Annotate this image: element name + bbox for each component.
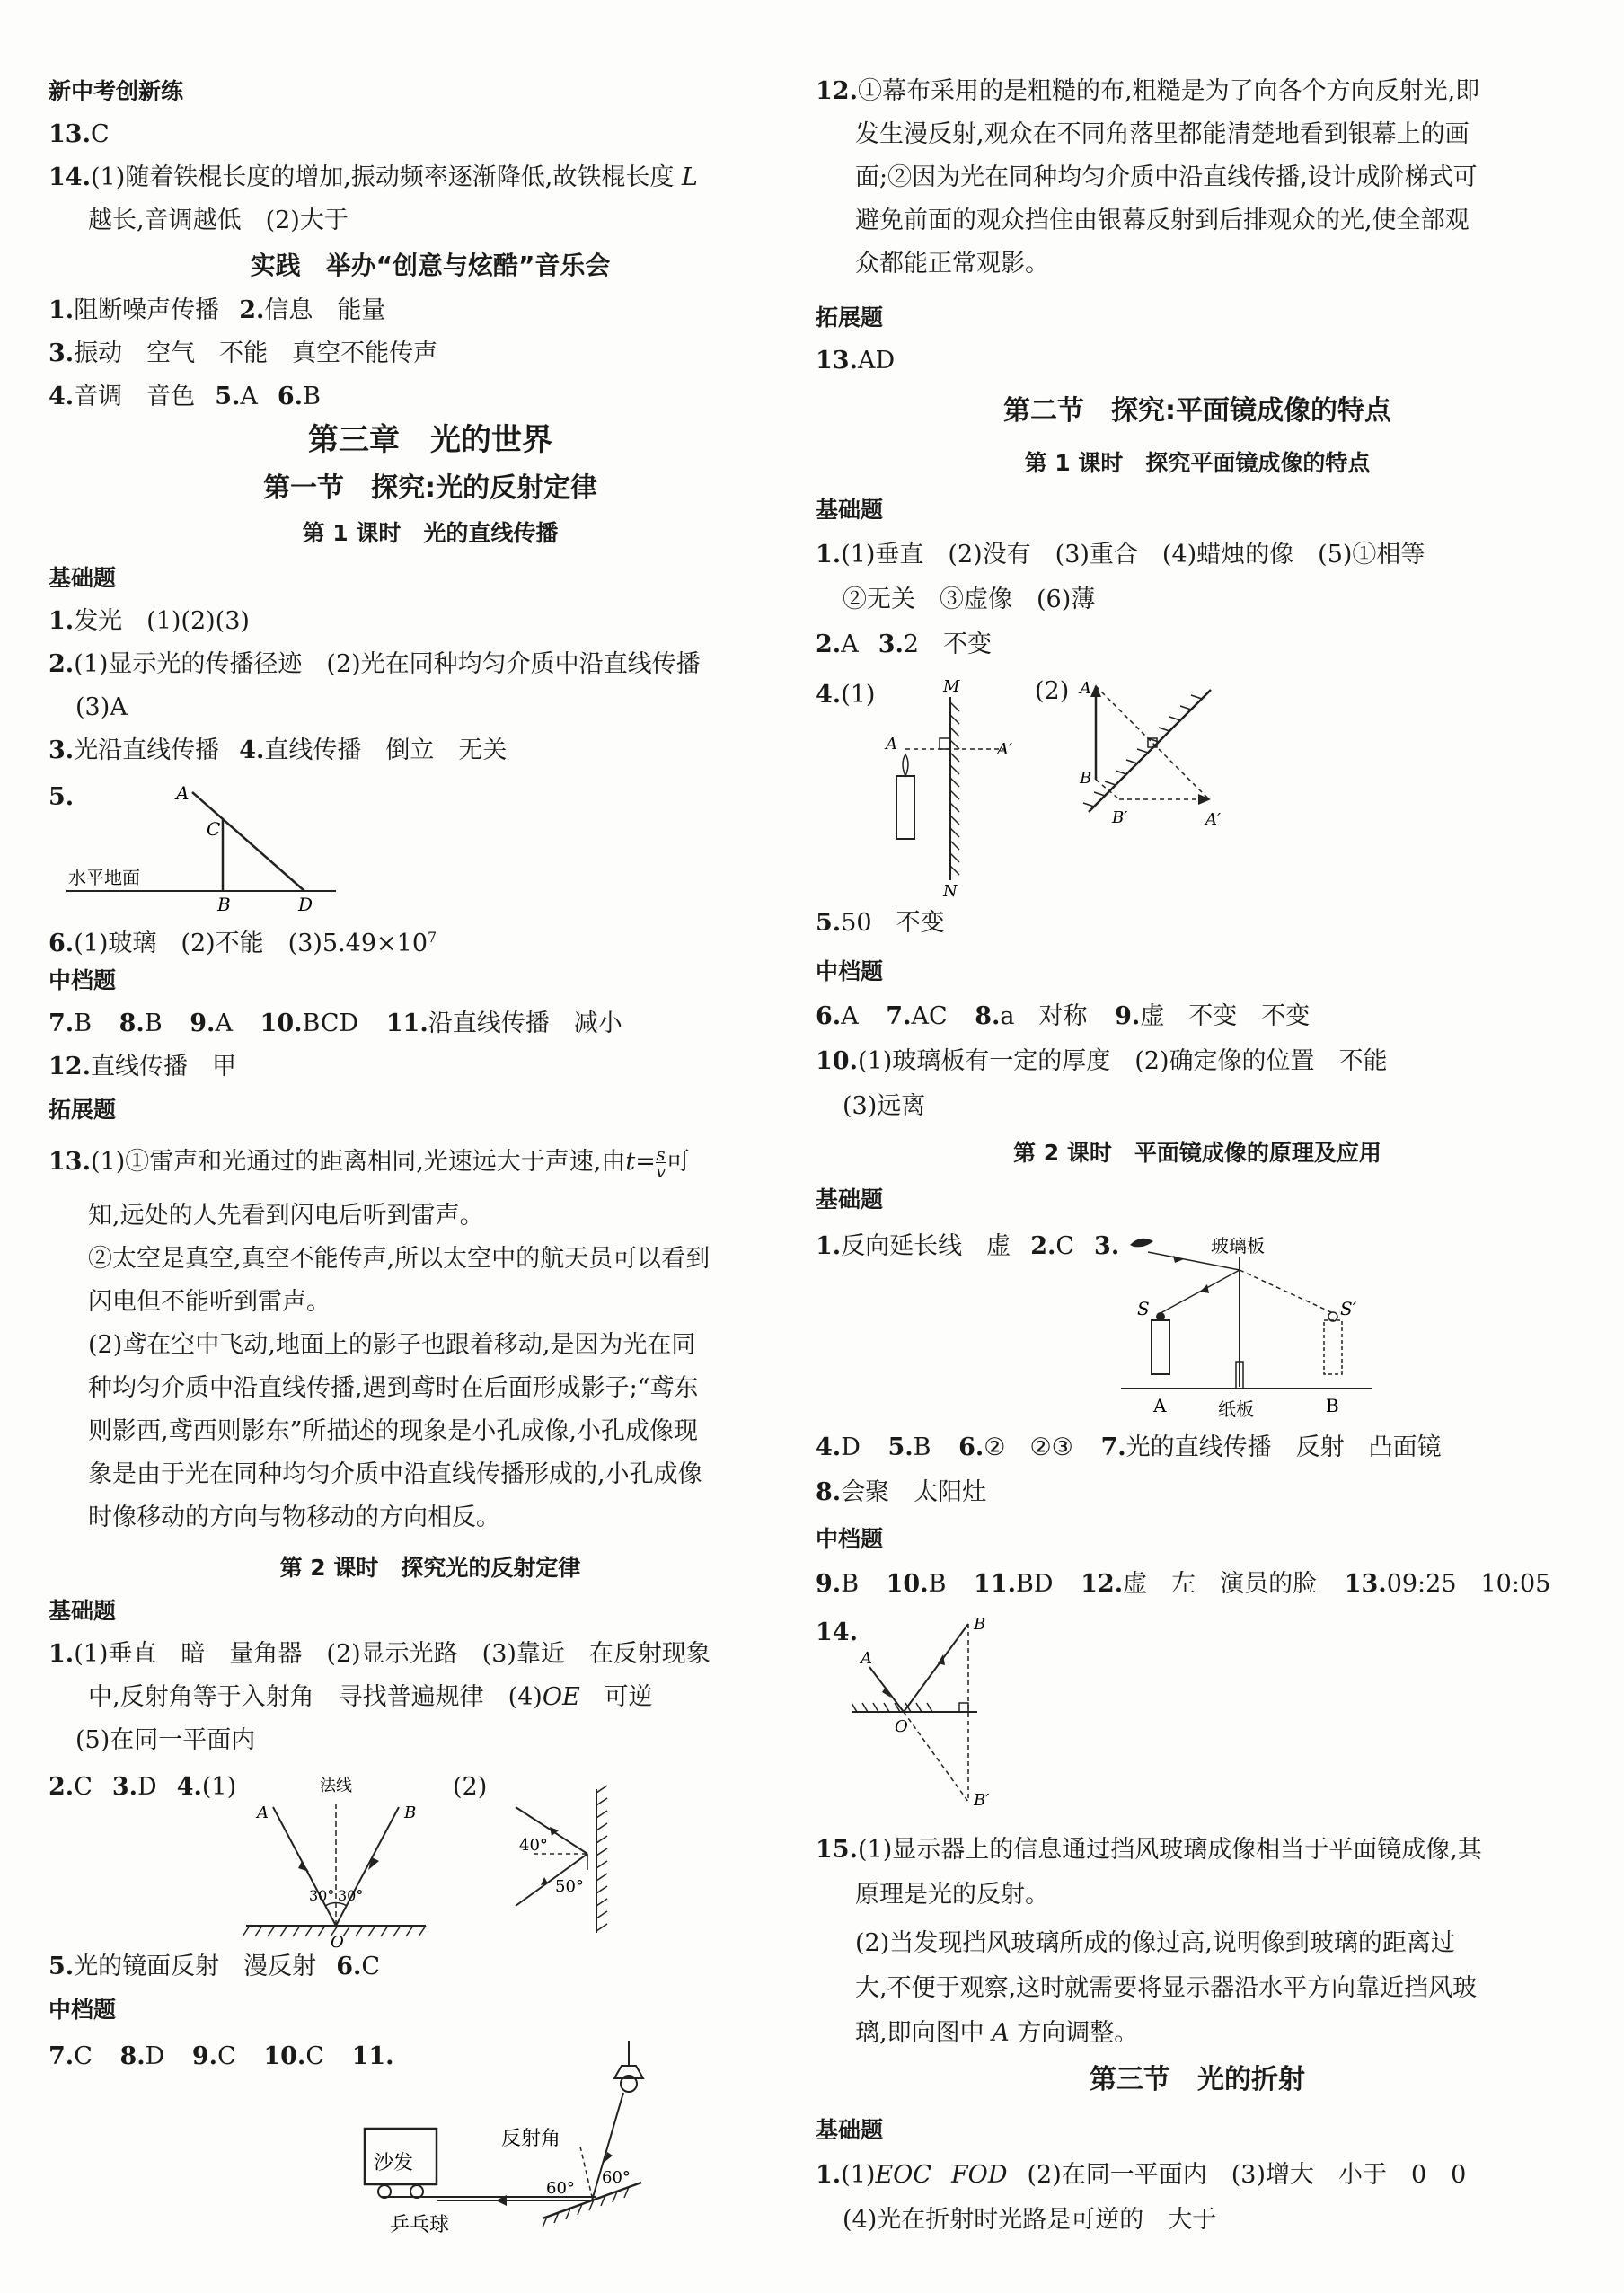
answers-d4-d7: 4.D 5.B 6.② ②③ 7.光的直线传播 反射 凸面镜: [816, 1433, 1442, 1461]
label-B: B: [217, 894, 231, 914]
answer-13-l6: 种均匀介质中沿直线传播,遇到鸢时在后面形成影子;“鸢东: [88, 1374, 699, 1402]
answer-2-cont: (3)A: [75, 693, 128, 721]
answer-r12-l3: 面;②因为光在同种均匀介质中沿直线传播,设计成阶梯式可: [855, 163, 1478, 191]
sofa-label: 沙发: [374, 2152, 414, 2174]
label-N: N: [943, 882, 958, 900]
mid-label: 中档题: [49, 967, 117, 993]
answer-2: 2.(1)显示光的传播径迹 (2)光在同种均匀介质中沿直线传播: [49, 650, 701, 678]
figure-glass-plate: [1121, 1227, 1408, 1424]
answer-b1: 1.(1)垂直 暗 量角器 (2)显示光路 (3)靠近 在反射现象: [49, 1640, 710, 1668]
answer-5: 5.: [49, 783, 75, 811]
figure-label-r2: (2): [1035, 677, 1070, 705]
answer-13-l5: (2)鸢在空中飞动,地面上的影子也跟着移动,是因为光在同: [88, 1331, 696, 1359]
basic-label: 基础题: [49, 565, 117, 591]
mid-label-r2: 中档题: [816, 1526, 884, 1552]
angle-60a: 60°: [546, 2179, 575, 2198]
answer-14-cont: 越长,音调越低 (2)大于: [88, 207, 349, 234]
section-title-2: 第二节 探究:平面镜成像的特点: [1003, 395, 1391, 427]
answer-6: 6.(1)玻璃 (2)不能 $(3)5.49\times 10^7$: [49, 929, 437, 957]
paper-label: 纸板: [1218, 1398, 1254, 1420]
figure-shadow: [66, 780, 372, 914]
practice-row-1: 1.阻断噪声传播 2.信息 能量: [49, 296, 386, 324]
mid-label-2: 中档题: [49, 1997, 117, 2023]
practice-title: 实践 举办“创意与炫酷”音乐会: [250, 251, 611, 280]
label-A: A: [257, 1804, 269, 1822]
answer-13-l9: 时像移动的方向与物移动的方向相反。: [88, 1504, 500, 1531]
glass-label: 玻璃板: [1211, 1235, 1265, 1257]
answer-b1-l3: (5)在同一平面内: [75, 1726, 256, 1754]
figure-candle-mirror: [869, 675, 1013, 900]
label-A-prime: A′: [997, 740, 1013, 759]
mid-label-r: 中档题: [816, 958, 884, 984]
answer-c1: 1.(1)垂直 (2)没有 (3)重合 (4)蜡烛的像 (5)①相等: [816, 541, 1425, 569]
label-A-prime: A′: [1205, 810, 1222, 829]
section-title-3: 第三节 光的折射: [1090, 2064, 1305, 2095]
lesson-title-2: 第 2 课时 探究光的反射定律: [279, 1555, 581, 1581]
reflect-angle-label: 反射角: [501, 2128, 561, 2150]
chapter-title: 第三章 光的世界: [308, 422, 552, 458]
lesson-title-r2: 第 2 课时 平面镜成像的原理及应用: [1013, 1140, 1381, 1166]
answer-13-l8: 象是由于光在同种均匀介质中沿直线传播形成的,小孔成像: [88, 1460, 702, 1488]
label-B: B: [1080, 769, 1092, 788]
answer-r12-l4: 避免前面的观众挡住由银幕反射到后排观众的光,使全部观: [855, 207, 1470, 234]
figure-label-2: (2): [453, 1773, 488, 1801]
basic-label-r2: 基础题: [816, 1186, 884, 1213]
answers-c2-c3: 2.A 3.2 不变: [816, 631, 993, 658]
answer-f1-l2: (4)光在折射时光路是可逆的 大于: [843, 2206, 1217, 2234]
figure-11: [354, 2039, 713, 2290]
section-label: 新中考创新练: [49, 78, 184, 104]
answers-d1-d3: 1.反向延长线 虚 2.C 3.: [816, 1232, 1120, 1260]
answers-b5-b6: 5.光的镜面反射 漫反射 6.C: [49, 1953, 381, 1980]
answer-r12: 12.①幕布采用的是粗糙的布,粗糙是为了向各个方向反射光,即: [816, 77, 1480, 105]
answers-7-11: 7.B 8.B 9.A 10.BCD 11.沿直线传播 减小: [49, 1010, 622, 1037]
label-S: S: [1137, 1298, 1150, 1319]
angle-1: 30°: [309, 1887, 335, 1904]
answer-r10: 10.(1)玻璃板有一定的厚度 (2)确定像的位置 不能: [816, 1047, 1388, 1075]
label-S-prime: S′: [1340, 1298, 1357, 1319]
basic-label-r: 基础题: [816, 497, 884, 523]
answer-r12-l2: 发生漫反射,观众在不同角落里都能清楚地看到银幕上的画: [855, 120, 1470, 148]
figure-reflection-1: [237, 1771, 480, 1951]
label-B: B: [404, 1804, 417, 1822]
figure-reflection-2: [498, 1780, 641, 1942]
answer-12: 12.直线传播 甲: [49, 1053, 236, 1080]
practice-row-2: 3.振动 空气 不能 真空不能传声: [49, 340, 438, 367]
answer-r15-l5: 璃,即向图中 A 方向调整。: [855, 2019, 1139, 2047]
ball-label: 乒乓球: [390, 2214, 450, 2236]
answer-c5: 5.50 不变: [816, 909, 945, 937]
answers-r6-r9: 6.A 7.AC 8.a 对称 9.虚 不变 不变: [816, 1002, 1311, 1030]
label-A: A: [176, 782, 190, 804]
answers-r9-r13: 9.B 10.B 11.BD 12.虚 左 演员的脸 13.09:25 10:05: [816, 1570, 1551, 1598]
practice-row-3: 4.音调 音色 5.A 6.B: [49, 383, 321, 410]
figure-arrow-mirror: [1076, 675, 1238, 837]
lesson-title-r1: 第 1 课时 探究平面镜成像的特点: [1024, 450, 1371, 476]
answer-13-l3: ②太空是真空,真空不能传声,所以太空中的航天员可以看到: [88, 1245, 710, 1273]
answer-r15-l4: 大,不便于观察,这时就需要将显示器沿水平方向靠近挡风玻: [855, 1974, 1478, 2002]
answer-c1-l2: ②无关 ③虚像 (6)薄: [843, 586, 1096, 613]
answer-3-4: 3.光沿直线传播 4.直线传播 倒立 无关: [49, 736, 508, 764]
answers-m7-m11: 7.C 8.D 9.C 10.C 11.: [49, 2042, 394, 2070]
answer-r15: 15.(1)显示器上的信息通过挡风玻璃成像相当于平面镜成像,其: [816, 1836, 1482, 1864]
answer-13: 13.C: [49, 120, 110, 148]
label-A: A: [861, 1649, 872, 1668]
label-C: C: [207, 818, 221, 840]
answer-14: 14.(1)随着铁棍长度的增加,振动频率逐渐降低,故铁棍长度 L: [49, 163, 698, 191]
angle-40: 40°: [519, 1836, 548, 1855]
answer-r15-l2: 原理是光的反射。: [855, 1881, 1049, 1909]
answer-13-ext: 13.(1)①雷声和光通过的距离相同,光速远大于声速,由t= $\frac{s}{v}$ 可: [49, 1143, 691, 1182]
answer-d8: 8.会聚 太阳灶: [816, 1478, 987, 1506]
label-A: A: [886, 735, 897, 754]
answer-r13: 13.AD: [816, 347, 896, 375]
ext-label: 拓展题: [816, 304, 884, 331]
answer-r10-l2: (3)远离: [843, 1092, 926, 1120]
label-B: B: [974, 1615, 986, 1634]
angle-2: 30°: [338, 1887, 364, 1904]
label-B-prime: B′: [974, 1791, 990, 1810]
ext-label: 拓展题: [49, 1097, 117, 1123]
label-A: A: [1153, 1395, 1167, 1416]
label-A: A: [1080, 679, 1091, 698]
answer-13-l2: 知,远处的人先看到闪电后听到雷声。: [88, 1202, 484, 1230]
normal-label: 法线: [320, 1777, 352, 1795]
answer-c4: 4.(1): [816, 681, 876, 709]
answer-13-l7: 则影西,鸢西则影东”所描述的现象是小孔成像,小孔成像现: [88, 1417, 698, 1445]
ground-label: 水平地面: [68, 867, 140, 888]
lesson-title: 第 1 课时 光的直线传播: [302, 520, 559, 546]
label-M: M: [943, 677, 960, 696]
answer-1: 1.发光 (1)(2)(3): [49, 607, 250, 635]
angle-50: 50°: [555, 1877, 584, 1896]
section-title: 第一节 探究:光的反射定律: [263, 472, 597, 504]
basic-label-2: 基础题: [49, 1598, 117, 1624]
label-B-prime: B′: [1112, 808, 1128, 827]
answer-b1-l2: 中,反射角等于入射角 寻找普遍规律 (4)OE 可逆: [88, 1683, 653, 1711]
label-O: O: [895, 1717, 908, 1736]
answer-13-l4: 闪电但不能听到雷声。: [88, 1288, 331, 1316]
angle-60b: 60°: [602, 2168, 631, 2187]
label-B: B: [1326, 1395, 1339, 1416]
answer-r14: 14.: [816, 1618, 858, 1646]
basic-label-r3: 基础题: [816, 2117, 884, 2143]
answers-b2-b4: 2.C 3.D 4.(1): [49, 1773, 237, 1801]
answer-r15-l3: (2)当发现挡风玻璃所成的像过高,说明像到玻璃的距离过: [855, 1929, 1455, 1957]
label-D: D: [298, 894, 313, 914]
figure-14: [852, 1613, 1031, 1811]
answer-f1: 1.(1)EOC FOD (2)在同一平面内 (3)增大 小于 0 0: [816, 2161, 1467, 2189]
label-O: O: [331, 1933, 344, 1951]
answer-r12-l5: 众都能正常观影。: [855, 250, 1049, 278]
